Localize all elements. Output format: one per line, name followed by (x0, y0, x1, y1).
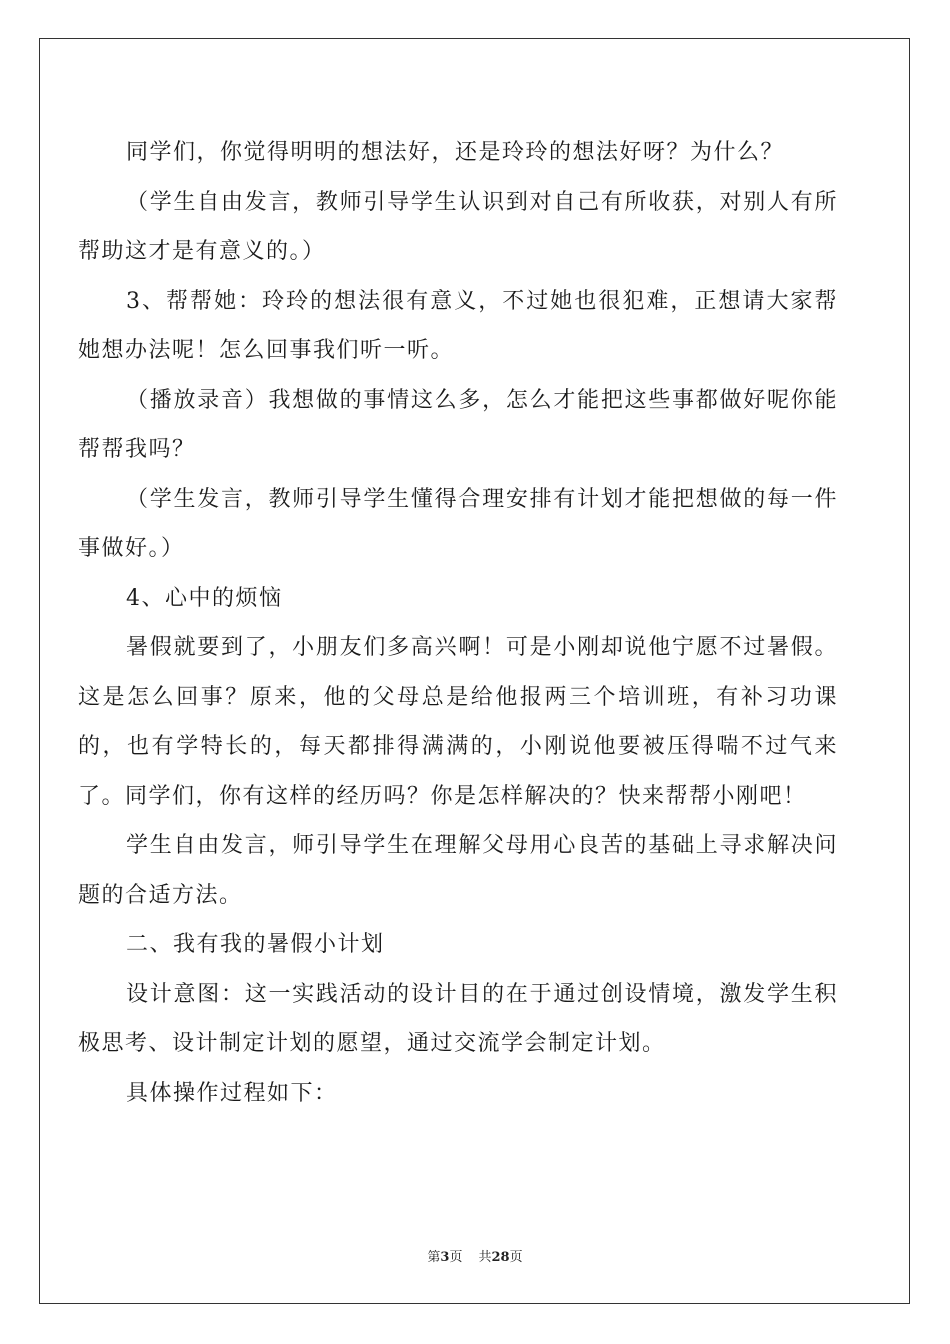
page-suffix: 页 (449, 1250, 463, 1265)
document-body (78, 128, 838, 1118)
section-heading: 二、我有我的暑假小计划 (126, 932, 385, 957)
paragraph: 3、帮帮她：玲玲的想法很有意义，不过她也很犯难，正想请大家帮她想办法呢！怎么回事我们听一听。 (78, 288, 838, 363)
paragraph: 学生自由发言，师引导学生在理解父母用心良苦的基础上寻求解决问题的合适方法。 (78, 833, 838, 908)
paragraph: （播放录音）我想做的事情这么多，怎么才能把这些事都做好呢你能帮帮我吗？ (78, 387, 838, 462)
page-footer (0, 1246, 950, 1265)
paragraph: 具体操作过程如下： (126, 1080, 338, 1106)
paragraph: （学生自由发言，教师引导学生认识到对自己有所收获，对别人有所帮助这才是有意义的。） (78, 189, 838, 264)
total-prefix: 共 (478, 1250, 492, 1265)
paragraph: 设计意图：这一实践活动的设计目的在于通过创设情境，激发学生积极思考、设计制定计划的愿望，通过交流学会制定计划。 (78, 981, 838, 1056)
page-number: 3 (440, 1250, 450, 1265)
paragraph: 同学们，你觉得明明的想法好，还是玲玲的想法好呀？为什么？ (126, 140, 785, 165)
total-pages: 28 (491, 1250, 510, 1265)
page-prefix: 第 (427, 1250, 441, 1265)
paragraph: （学生发言，教师引导学生懂得合理安排有计划才能把想做的每一件事做好。） (78, 486, 838, 561)
section-heading: 4、心中的烦恼 (126, 585, 283, 611)
total-suffix: 页 (509, 1250, 523, 1265)
paragraph: 暑假就要到了，小朋友们多高兴啊！可是小刚却说他宁愿不过暑假。这是怎么回事？原来，他的父母总是给他报两三个培训班，有补习功课的，也有学特长的，每天都排得满满的，小刚说他要被压得喘不过气来了。同学们，你有这样的经历吗？你是怎样解决的？快来帮帮小刚吧！ (78, 635, 838, 809)
